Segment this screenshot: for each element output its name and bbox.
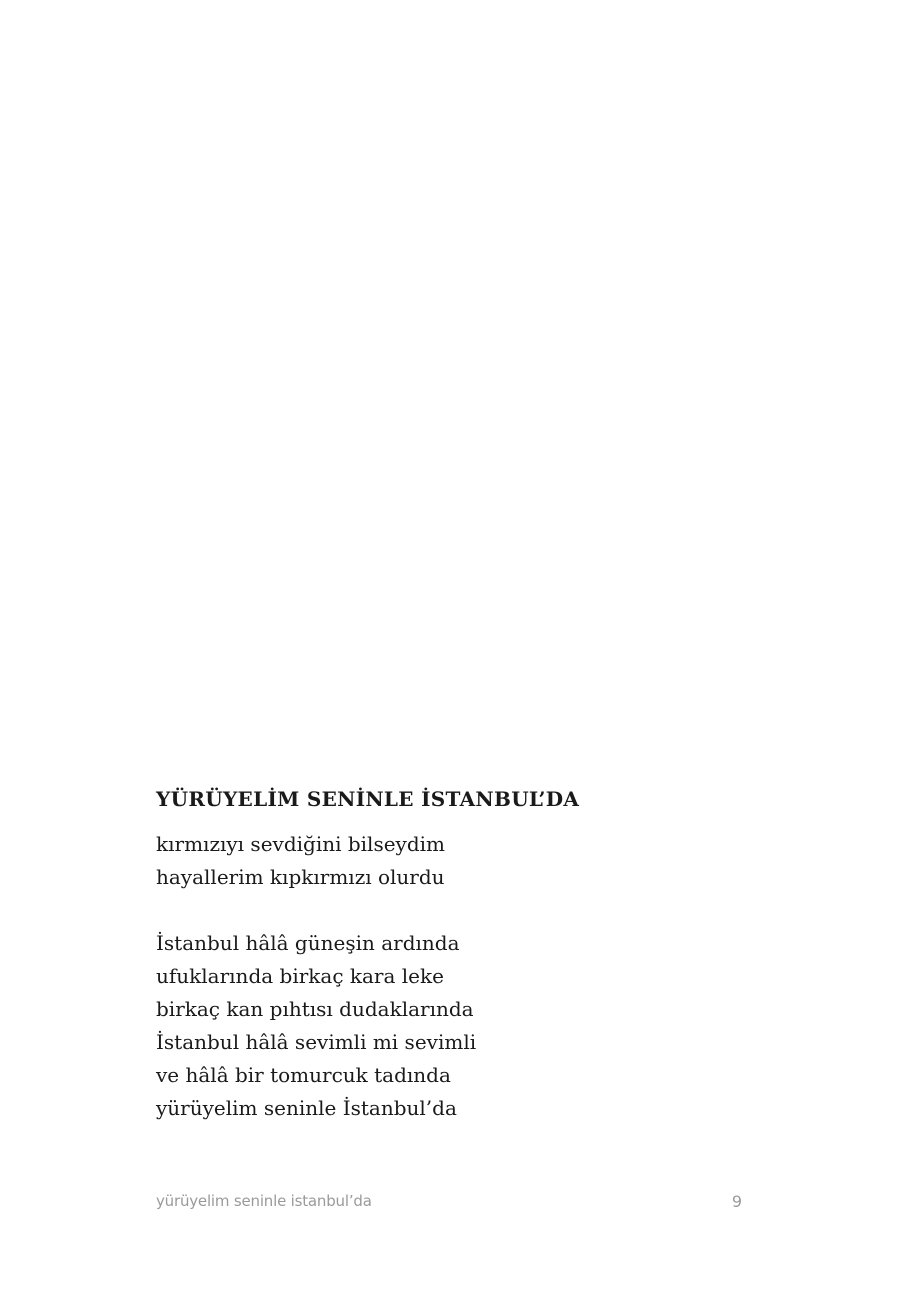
poem-line: İstanbul hâlâ sevimli mi sevimli (156, 1030, 477, 1054)
stanza-2 (156, 927, 756, 1125)
running-title: yürüyelim seninle istanbul’da (156, 1192, 372, 1210)
stanza-1 (156, 828, 756, 894)
poem-line: ufuklarında birkaç kara leke (156, 964, 444, 988)
page-footer (156, 1192, 742, 1216)
poem (156, 782, 756, 1125)
poem-line: hayallerim kıpkırmızı olurdu (156, 865, 445, 889)
poem-line: kırmızıyı sevdiğini bilseydim (156, 832, 446, 856)
poem-line: İstanbul hâlâ güneşin ardında (156, 931, 460, 955)
poem-line: ve hâlâ bir tomurcuk tadında (156, 1063, 451, 1087)
poem-line: yürüyelim seninle İstanbul’da (156, 1096, 457, 1120)
poem-title: YÜRÜYELİM SENİNLE İSTANBUL’DA (156, 787, 580, 811)
poem-line: birkaç kan pıhtısı dudaklarında (156, 997, 474, 1021)
page-number: 9 (731, 1192, 742, 1211)
